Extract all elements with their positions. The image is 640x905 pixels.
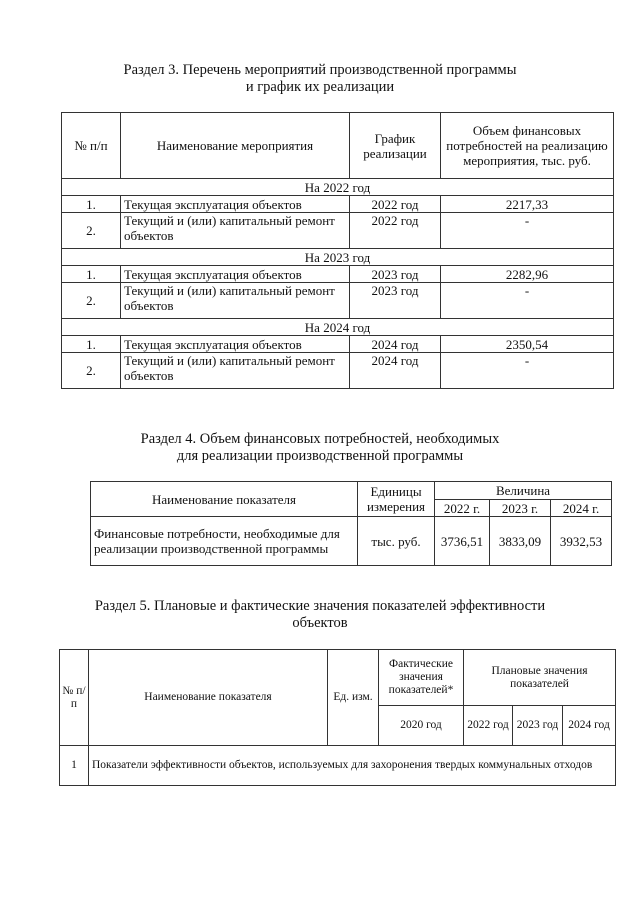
header-unit: Единицы измерения (358, 482, 435, 517)
row-value-2024: 3932,53 (551, 517, 612, 566)
section4-table (90, 481, 612, 566)
row-indicator-name: Финансовые потребности, необходимые для реализации производственной программы (91, 517, 358, 566)
row-volume: - (441, 353, 614, 389)
row-name: Текущая эксплуатация объектов (121, 336, 350, 353)
table-row (91, 517, 612, 566)
section4-title-line2: для реализации производственной программы (176, 448, 464, 464)
section3-table (61, 112, 614, 389)
section3-title-line1: Раздел 3. Перечень мероприятий производственной программы (123, 62, 517, 78)
row-group-text: Показатели эффективности объектов, используемых для захоронения твердых коммунальных отходов (89, 746, 616, 786)
section4-title-line1: Раздел 4. Объем финансовых потребностей, необходимых (140, 431, 500, 447)
header-actual: Фактические значения показателей* (379, 650, 464, 706)
header-planned-2023: 2023 год (513, 706, 563, 746)
table-row (62, 353, 614, 389)
section3-title (0, 62, 640, 96)
table-row (62, 266, 614, 283)
group-row-2022 (62, 179, 614, 196)
table-row (62, 283, 614, 319)
row-name: Текущая эксплуатация объектов (121, 266, 350, 283)
row-name: Текущий и (или) капитальный ремонт объектов (121, 283, 350, 319)
section5-title-line1: Раздел 5. Плановые и фактические значения показателей эффективности (94, 598, 546, 614)
group-label: На 2024 год (62, 319, 614, 336)
row-num: 1. (62, 266, 121, 283)
row-volume: 2282,96 (441, 266, 614, 283)
header-planned-2022: 2022 год (464, 706, 513, 746)
table-row (62, 336, 614, 353)
header-indicator-name: Наименование показателя (89, 650, 328, 746)
row-num: 2. (62, 213, 121, 249)
row-value-2023: 3833,09 (490, 517, 551, 566)
table-row (62, 213, 614, 249)
row-num: 1 (60, 746, 89, 786)
header-schedule: График реализации (350, 113, 441, 179)
group-row-2023 (62, 249, 614, 266)
section4-header-row1 (91, 482, 612, 500)
header-indicator-name: Наименование показателя (91, 482, 358, 517)
group-label: На 2023 год (62, 249, 614, 266)
row-name: Текущая эксплуатация объектов (121, 196, 350, 213)
section5-header-row1 (60, 650, 616, 706)
row-volume: 2350,54 (441, 336, 614, 353)
header-name: Наименование мероприятия (121, 113, 350, 179)
header-volume: Объем финансовых потребностей на реализацию мероприятия, тыс. руб. (441, 113, 614, 179)
table-row (62, 196, 614, 213)
row-schedule: 2024 год (350, 336, 441, 353)
row-volume: - (441, 283, 614, 319)
header-actual-year: 2020 год (379, 706, 464, 746)
header-num: № п/п (62, 113, 121, 179)
row-value-2022: 3736,51 (435, 517, 490, 566)
header-num: № п/п (60, 650, 89, 746)
row-schedule: 2022 год (350, 196, 441, 213)
header-year-2024: 2024 г. (551, 500, 612, 517)
section3-title-line2: и график их реализации (245, 79, 395, 95)
row-name: Текущий и (или) капитальный ремонт объектов (121, 353, 350, 389)
row-name: Текущий и (или) капитальный ремонт объектов (121, 213, 350, 249)
row-num: 1. (62, 196, 121, 213)
row-schedule: 2023 год (350, 266, 441, 283)
row-volume: - (441, 213, 614, 249)
group-row-2024 (62, 319, 614, 336)
group-label: На 2022 год (62, 179, 614, 196)
row-schedule: 2024 год (350, 353, 441, 389)
section5-table (59, 649, 616, 786)
row-unit: тыс. руб. (358, 517, 435, 566)
row-num: 2. (62, 283, 121, 319)
row-schedule: 2022 год (350, 213, 441, 249)
section4-title (0, 431, 640, 465)
header-planned: Плановые значения показателей (464, 650, 616, 706)
header-value: Величина (435, 482, 612, 500)
section3-header-row (62, 113, 614, 179)
row-schedule: 2023 год (350, 283, 441, 319)
row-num: 1. (62, 336, 121, 353)
header-planned-2024: 2024 год (563, 706, 616, 746)
header-unit: Ед. изм. (328, 650, 379, 746)
row-num: 2. (62, 353, 121, 389)
header-year-2023: 2023 г. (490, 500, 551, 517)
header-year-2022: 2022 г. (435, 500, 490, 517)
section5-title (0, 598, 640, 632)
table-row (60, 746, 616, 786)
row-volume: 2217,33 (441, 196, 614, 213)
section5-title-line2: объектов (292, 615, 348, 631)
